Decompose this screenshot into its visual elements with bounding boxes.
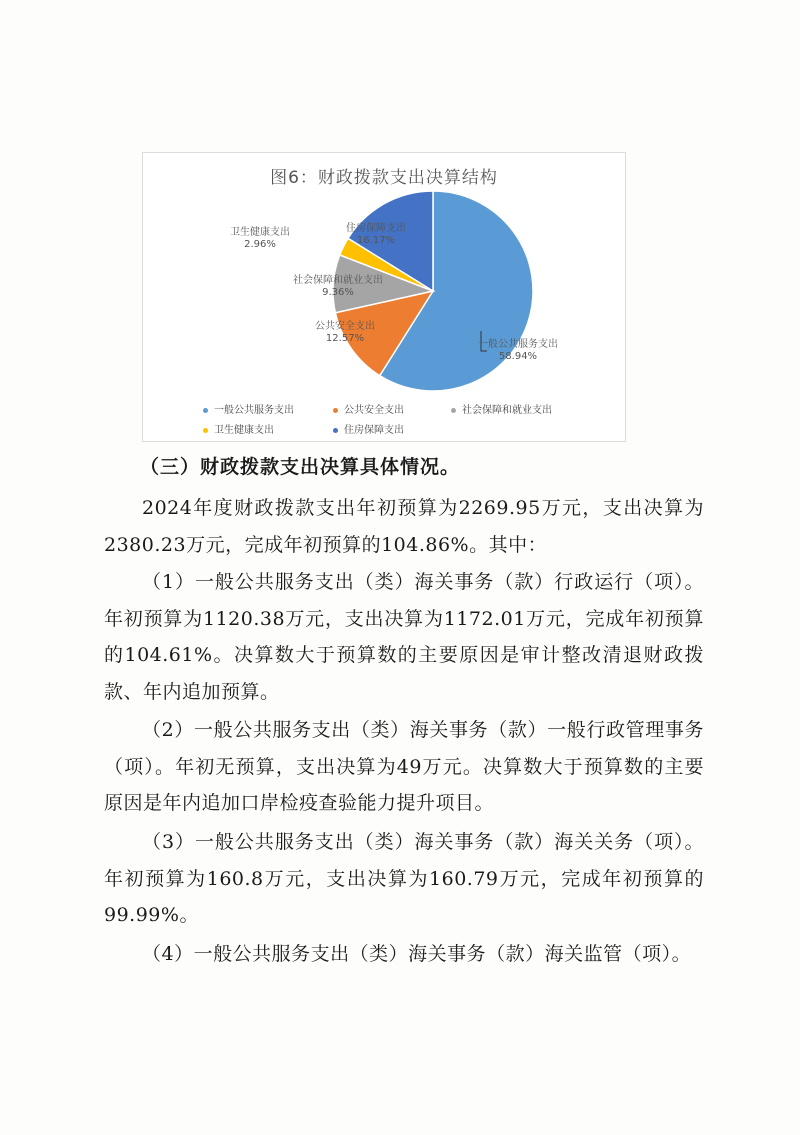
legend-item: 社会保障和就业支出: [451, 401, 552, 416]
slice-label-general-public: 一般公共服务支出 58.94%: [478, 339, 558, 362]
slice-label-housing: 住房保障支出 16.17%: [346, 223, 406, 246]
legend-marker: [451, 408, 456, 413]
paragraph-summary: 2024年度财政拨款支出年初预算为2269.95万元，支出决算为2380.23万元，完成年初预算的104.86%。其中：: [104, 497, 704, 556]
slice-label-health: 卫生健康支出 2.96%: [230, 227, 290, 250]
slice-label-public-security: 公共安全支出 12.57%: [315, 321, 375, 344]
legend-item: 一般公共服务支出: [203, 401, 294, 416]
section-heading: （三）财政拨款支出决算具体情况。: [140, 456, 461, 478]
paragraph-item-4: （4）一般公共服务支出（类）海关事务（款）海关监管（项）。: [142, 943, 692, 965]
legend-marker: [333, 428, 338, 433]
legend-marker: [203, 408, 208, 413]
pie-chart: [143, 153, 625, 441]
legend-item: 卫生健康支出: [203, 421, 274, 436]
chart-title: 图6：财政拨款支出决算结构: [270, 168, 498, 188]
paragraph-item-2: （2）一般公共服务支出（类）海关事务（款）一般行政管理事务（项）。年初无预算，支出决算为49万元。决算数大于预算数的主要原因是年内追加口岸检疫查验能力提升项目。: [104, 719, 704, 814]
chart-figure: [142, 152, 626, 442]
legend-marker: [333, 408, 338, 413]
legend-item: 住房保障支出: [333, 421, 404, 436]
legend-item: 公共安全支出: [333, 401, 404, 416]
legend-marker: [203, 428, 208, 433]
slice-label-social-security: 社会保障和就业支出 9.36%: [293, 275, 383, 298]
paragraph-item-1: （1）一般公共服务支出（类）海关事务（款）行政运行（项）。年初预算为1120.38万元，支出决算为1172.01万元，完成年初预算的104.61%。决算数大于预算数的主要原因是审计整改清退财政拨款、年内追加预算。: [104, 571, 704, 703]
paragraph-item-3: （3）一般公共服务支出（类）海关事务（款）海关关务（项）。年初预算为160.8万元，支出决算为160.79万元，完成年初预算的99.99%。: [104, 831, 704, 926]
